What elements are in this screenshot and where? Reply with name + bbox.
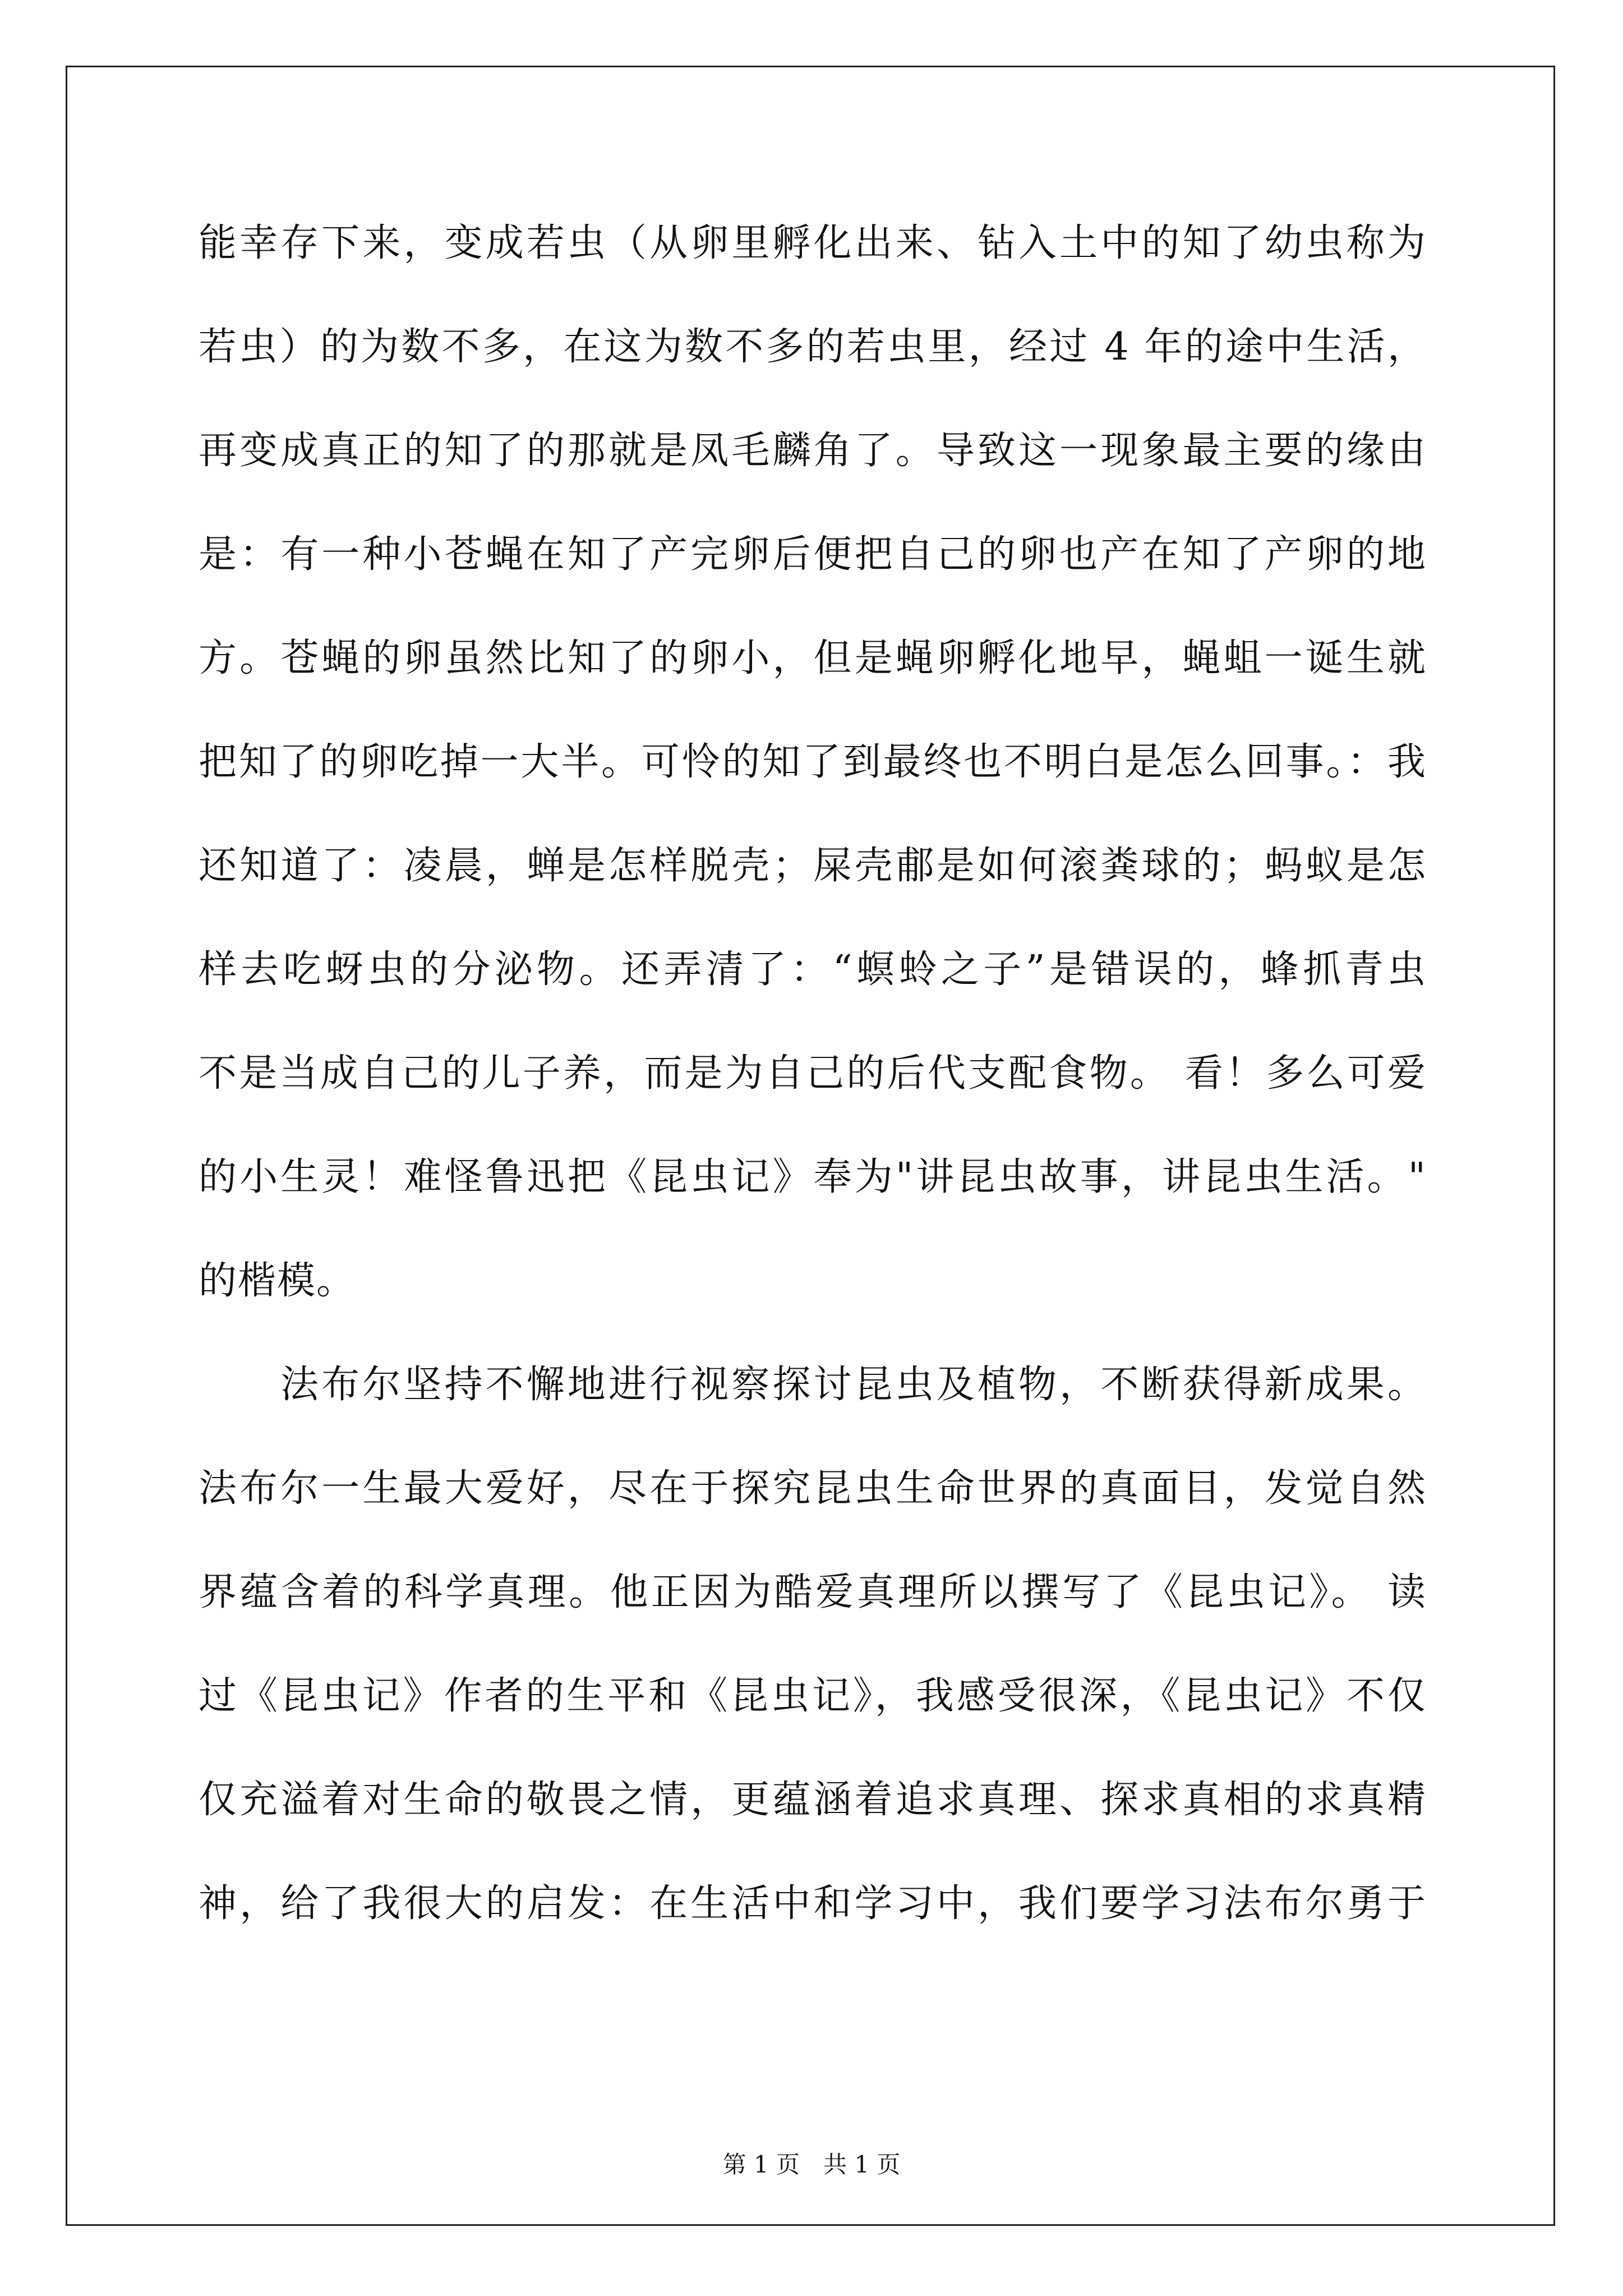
text-line: 神，给了我很大的启发：在生活中和学习中，我们要学习法布尔勇于 (199, 1881, 1427, 1926)
text-line: 法布尔一生最大爱好，尽在于探究昆虫生命世界的真面目，发觉自然 (199, 1466, 1427, 1511)
paragraph-first-line: 法布尔坚持不懈地进行视察探讨昆虫及植物，不断获得新成果。 (280, 1363, 1427, 1407)
page-footer (0, 2146, 1623, 2180)
text-line: 的小生灵！难怪鲁迅把《昆虫记》奉为"讲昆虫故事，讲昆虫生活。" (199, 1155, 1427, 1199)
text-line: 把知了的卵吃掉一大半。可怜的知了到最终也不明白是怎么回事。：我 (199, 740, 1427, 784)
page-number: 第 1 页 (722, 2151, 800, 2178)
text-line: 是：有一种小苍蝇在知了产完卵后便把自己的卵也产在知了产卵的地 (199, 532, 1427, 577)
text-line: 若虫）的为数不多，在这为数不多的若虫里，经过 4 年的途中生活， (199, 325, 1427, 369)
text-line: 再变成真正的知了的那就是凤毛麟角了。导致这一现象最主要的缘由 (199, 429, 1427, 473)
text-line: 过《昆虫记》作者的生平和《昆虫记》，我感受很深，《昆虫记》不仅 (199, 1674, 1427, 1718)
page-total: 共 1 页 (823, 2151, 901, 2178)
text-line: 样去吃蚜虫的分泌物。还弄清了：“螟蛉之子”是错误的，蜂抓青虫 (199, 947, 1427, 992)
text-line: 能幸存下来，变成若虫（从卵里孵化出来、钻入土中的知了幼虫称为 (199, 221, 1427, 265)
text-line: 方。苍蝇的卵虽然比知了的卵小，但是蝇卵孵化地早，蝇蛆一诞生就 (199, 636, 1427, 680)
text-line: 仅充溢着对生命的敬畏之情，更蕴涵着追求真理、探求真相的求真精 (199, 1778, 1427, 1822)
text-line: 的楷模。 (199, 1259, 356, 1303)
text-line: 界蕴含着的科学真理。他正因为酷爱真理所以撰写了《昆虫记》。 读 (199, 1570, 1427, 1614)
text-line: 不是当成自己的儿子养，而是为自己的后代支配食物。 看！多么可爱 (199, 1051, 1427, 1096)
text-line: 还知道了：凌晨，蝉是怎样脱壳；屎壳郙是如何滚粪球的；蚂蚁是怎 (199, 844, 1427, 888)
body-text (199, 221, 1427, 1985)
